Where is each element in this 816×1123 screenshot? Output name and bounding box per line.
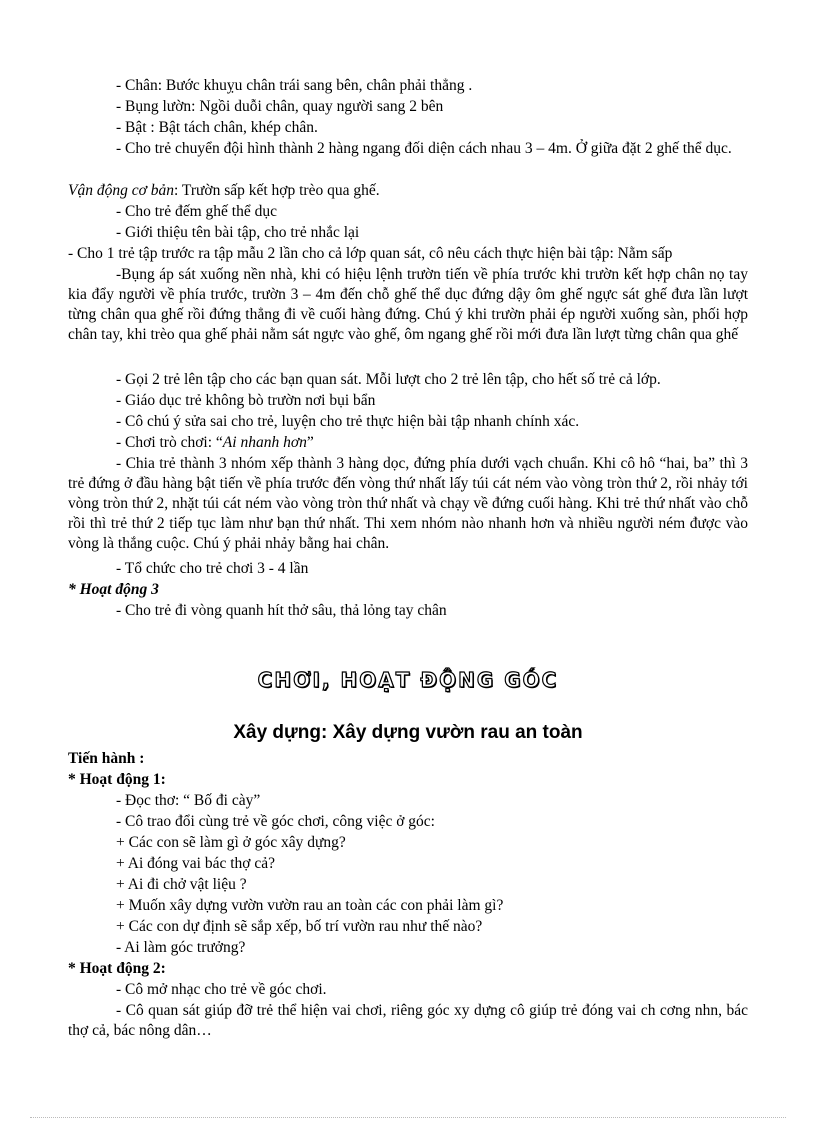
cool-down: - Cho trẻ đi vòng quanh hít thở sâu, thả lỏng tay chân (116, 602, 447, 619)
basic-movement-text: : Trườn sấp kết hợp trèo qua ghế. (174, 182, 380, 199)
game-rounds: - Tổ chức cho trẻ chơi 3 - 4 lần (116, 560, 309, 577)
discussion-line: - Cô trao đổi cùng trẻ về góc chơi, công việc ở góc: (116, 813, 435, 830)
observe-paragraph: - Cô quan sát giúp đỡ trẻ thể hiện vai chơi, riêng góc xy dựng cô giúp trẻ đóng vai ch cơng nhn, bác thợ cả, bác nông dân… (68, 1002, 748, 1039)
formation-paragraph: - Cho trẻ chuyển đội hình thành 2 hàng ngang đối diện cách nhau 3 – 4m. Ở giữa đặt 2 ghế thể dục. (116, 140, 732, 157)
game-prefix: - Chơi trò chơi: “ (116, 434, 223, 451)
question-6: - Ai làm góc trưởng? (116, 939, 246, 956)
count-benches: - Cho trẻ đếm ghế thể dục (116, 203, 277, 220)
page-bottom-divider (30, 1117, 786, 1118)
corner-subtitle: Xây dựng: Xây dựng vườn rau an toàn (233, 722, 583, 743)
exercise-jump: - Bật : Bật tách chân, khép chân. (116, 119, 318, 136)
call-children: - Gọi 2 trẻ lên tập cho các bạn quan sát. Mỗi lượt cho 2 trẻ lên tập, cho hết số trẻ cả lớp. (116, 371, 661, 388)
poem-line: - Đọc thơ: “ Bố đi cày” (116, 792, 261, 809)
question-5: + Các con dự định sẽ sắp xếp, bố trí vườn rau như thế nào? (116, 918, 483, 935)
game-line (116, 433, 314, 453)
game-suffix: ” (306, 434, 314, 451)
question-3: + Ai đi chở vật liệu ? (116, 876, 247, 893)
question-2: + Ai đóng vai bác thợ cả? (116, 855, 275, 872)
correction-note: - Cô chú ý sửa sai cho trẻ, luyện cho trẻ thực hiện bài tập nhanh chính xác. (116, 413, 580, 430)
game-name: Ai nhanh hơn (222, 434, 307, 451)
crawl-description: -Bụng áp sát xuống nền nhà, khi có hiệu lệnh trườn tiến về phía trước khi trườn kết hợp chân nọ tay kia đẩy người về phía trước, trườn 3 – 4m đến chỗ ghế thể dục đứng dậy ôm ghế ngực sát ghế đưa lần lượt từng chân qua ghế rồi đứng thẳng đi về cuối hàng đứng. Chú ý khi trườn phải ép người xuống sàn, phối hợp chân tay, khi trèo qua ghế phải nằm sát ngực vào ghế, ôm ngang ghế rồi mới đưa lần lượt từng chân qua ghế (68, 266, 748, 343)
exercise-waist: - Bụng lườn: Ngồi duỗi chân, quay người sang 2 bên (116, 98, 444, 115)
exercise-leg: - Chân: Bước khuỵu chân trái sang bên, chân phải thẳng . (116, 77, 473, 94)
question-4: + Muốn xây dựng vườn vườn rau an toàn các con phải làm gì? (116, 897, 504, 914)
basic-movement-line (68, 181, 380, 201)
procedure-heading: Tiến hành : (68, 750, 145, 767)
activity-2-heading: * Hoạt động 2: (68, 960, 166, 977)
question-1: + Các con sẽ làm gì ở góc xây dựng? (116, 834, 346, 851)
music-line: - Cô mở nhạc cho trẻ về góc chơi. (116, 981, 327, 998)
game-rules-paragraph: - Chia trẻ thành 3 nhóm xếp thành 3 hàng dọc, đứng phía dưới vạch chuẩn. Khi cô hô “hai, ba” thì 3 trẻ đứng ở đầu hàng bật tiến về phía trước đến vòng thứ nhất lấy túi cát ném vào vòng tròn thứ 2, rồi nhảy tới vòng tròn thứ 2, nhặt túi cát ném vào vòng tròn thứ nhất và chạy về đứng cuối hàng. Khi trẻ thứ nhất vào chỗ rồi thì trẻ thứ 2 tiếp tục làm như bạn thứ nhất. Thi xem nhóm nào nhanh hơn và nhiều người ném được vào vòng là thắng cuộc. Chú ý phải nhảy bằng hai chân. (68, 455, 748, 552)
activity-3-heading: * Hoạt động 3 (68, 581, 159, 598)
introduce-exercise: - Giới thiệu tên bài tập, cho trẻ nhắc lại (116, 224, 360, 241)
hygiene-note: - Giáo dục trẻ không bò trườn nơi bụi bẩn (116, 392, 376, 409)
demo-instruction: - Cho 1 trẻ tập trước ra tập mẫu 2 lần cho cả lớp quan sát, cô nêu cách thực hiện bài tập: Nằm sấp (68, 245, 673, 262)
basic-movement-label: Vận động cơ bản (68, 182, 174, 199)
activity-1-heading: * Hoạt động 1: (68, 771, 166, 788)
section-title: CHƠI, HOẠT ĐỘNG GÓC (257, 668, 559, 692)
